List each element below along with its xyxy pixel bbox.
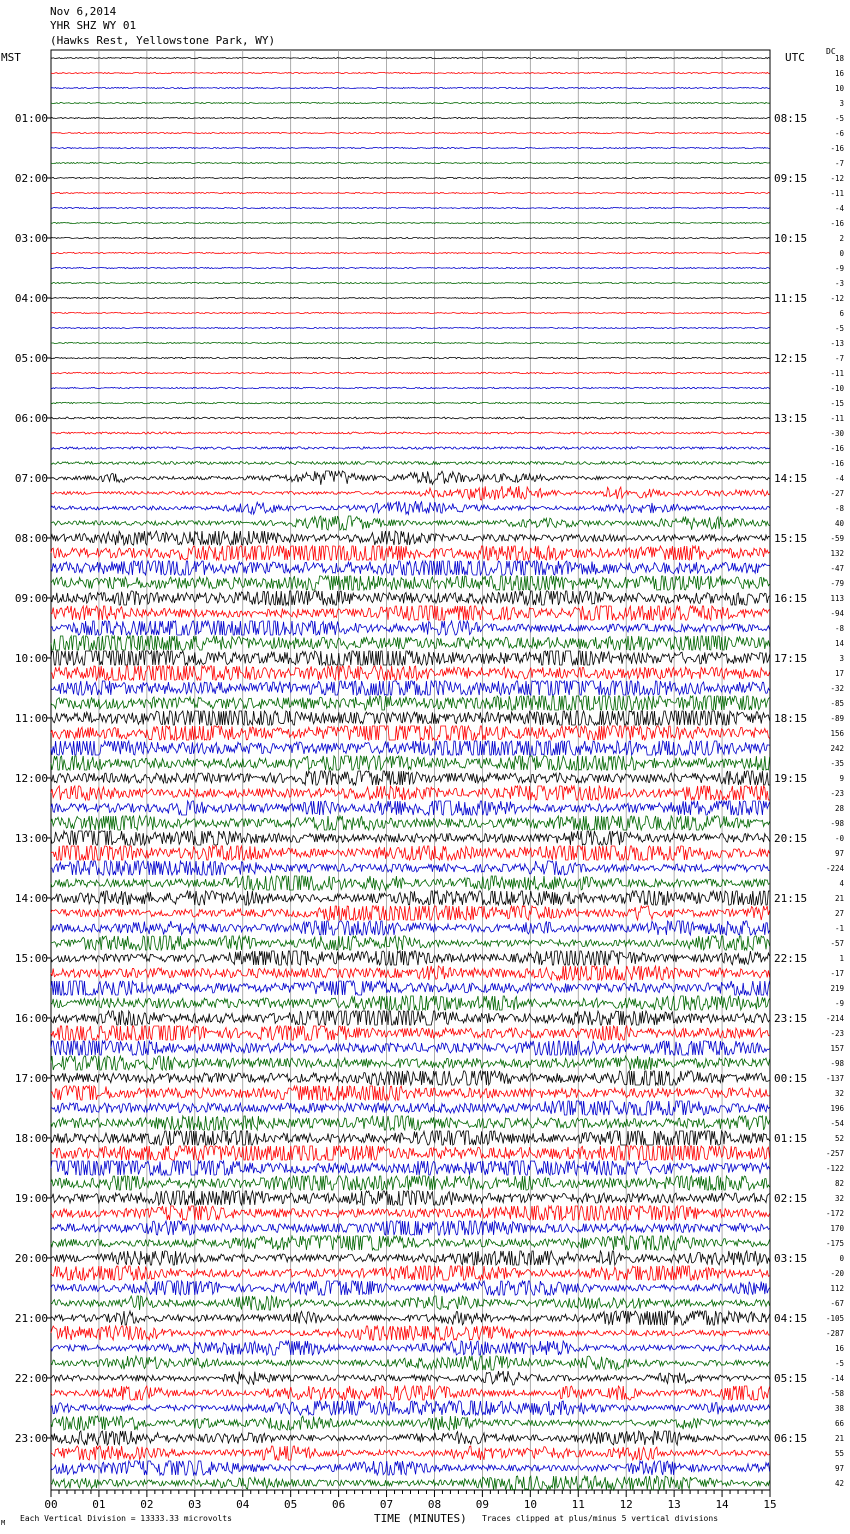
trace-line (51, 1341, 770, 1355)
x-tick-label: 10 (523, 1498, 537, 1511)
hour-label-mst: 18:00 (14, 1132, 48, 1145)
dc-offset-label: -5 (834, 1359, 844, 1368)
trace-line (51, 1476, 770, 1490)
trace-line (51, 1431, 770, 1445)
dc-offset-label: 17 (834, 669, 844, 678)
x-tick-label: 03 (188, 1498, 202, 1511)
dc-offset-label: 27 (834, 909, 844, 918)
hour-label-mst: 13:00 (14, 832, 48, 845)
dc-offset-label: -54 (830, 1119, 844, 1128)
dc-offset-label: -58 (830, 1389, 844, 1398)
dc-offset-label: 97 (834, 1464, 844, 1473)
dc-offset-label: 14 (834, 639, 844, 648)
dc-offset-label: -10 (830, 384, 844, 393)
dc-offset-label: 0 (839, 1254, 844, 1263)
trace-line (51, 132, 770, 133)
trace-line (51, 1251, 770, 1265)
dc-offset-label: 0 (839, 249, 844, 258)
trace-line (51, 1221, 770, 1235)
trace-line (51, 1296, 770, 1310)
trace-line (51, 1446, 770, 1460)
x-tick-label: 09 (475, 1498, 490, 1511)
dc-offset-label: 10 (834, 84, 844, 93)
left-timezone-label: MST (1, 51, 21, 64)
dc-offset-label: -4 (834, 204, 844, 213)
trace-line (51, 891, 770, 905)
dc-offset-label: -122 (825, 1164, 844, 1173)
trace-line (51, 1206, 770, 1220)
trace-line (51, 876, 770, 890)
dc-offset-label: -257 (825, 1149, 844, 1158)
trace-line (51, 681, 770, 695)
trace-line (51, 237, 770, 238)
dc-offset-label: 9 (839, 774, 844, 783)
hour-label-mst: 16:00 (14, 1012, 48, 1025)
dc-offset-label: -85 (830, 699, 844, 708)
dc-offset-label: -0 (834, 834, 844, 843)
trace-line (51, 372, 770, 373)
x-tick-label: 13 (667, 1498, 681, 1511)
trace-line (51, 696, 770, 710)
plot-frame (51, 50, 770, 1490)
dc-offset-label: -67 (830, 1299, 844, 1308)
hour-label-utc: 13:15 (774, 412, 808, 425)
trace-line (51, 1191, 770, 1205)
trace-line (51, 1416, 770, 1430)
dc-offset-label: -16 (830, 459, 844, 468)
dc-offset-label: 170 (830, 1224, 844, 1233)
trace-line (51, 162, 770, 163)
dc-offset-label: -5 (834, 324, 844, 333)
location-title: (Hawks Rest, Yellowstone Park, WY) (50, 34, 276, 47)
trace-line (51, 981, 770, 995)
trace-line (51, 1356, 770, 1370)
dc-offset-label: -98 (830, 1059, 844, 1068)
hour-label-utc: 04:15 (774, 1312, 808, 1325)
date-title: Nov 6,2014 (50, 5, 117, 18)
dc-offset-label: 242 (830, 744, 844, 753)
x-tick-label: 12 (619, 1498, 633, 1511)
trace-line (51, 222, 770, 223)
dc-offset-label: -3 (834, 279, 844, 288)
dc-offset-label: 52 (834, 1134, 844, 1143)
station-title: YHR SHZ WY 01 (50, 19, 137, 32)
hour-label-utc: 22:15 (774, 952, 808, 965)
dc-offset-label: 21 (834, 1434, 844, 1443)
dc-offset-label: 38 (834, 1404, 844, 1413)
x-tick-label: 11 (571, 1498, 585, 1511)
trace-line (51, 906, 770, 920)
hour-label-utc: 10:15 (774, 232, 808, 245)
dc-offset-label: -11 (830, 369, 844, 378)
dc-offset-label: -16 (830, 219, 844, 228)
trace-line (51, 177, 770, 178)
trace-line (51, 1401, 770, 1415)
trace-line (51, 516, 770, 530)
trace-line (51, 531, 770, 545)
x-tick-label: 06 (331, 1498, 346, 1511)
dc-offset-label: 28 (834, 804, 844, 813)
trace-line (51, 996, 770, 1010)
trace-line (51, 951, 770, 965)
trace-line (51, 921, 770, 935)
trace-line (51, 1386, 770, 1400)
footer-scale-note: Each Vertical Division = 13333.33 microvolts (20, 1514, 232, 1523)
hour-label-utc: 18:15 (774, 712, 808, 725)
dc-offset-label: 219 (830, 984, 844, 993)
trace-line (51, 606, 770, 620)
footer-clip-note: Traces clipped at plus/minus 5 vertical divisions (482, 1514, 719, 1523)
trace-line (51, 1176, 770, 1190)
dc-offset-label: 196 (830, 1104, 844, 1113)
trace-line (51, 831, 770, 845)
dc-offset-label: -172 (825, 1209, 844, 1218)
dc-offset-label: -59 (830, 534, 844, 543)
dc-offset-label: -89 (830, 714, 844, 723)
dc-offset-label: 32 (834, 1194, 844, 1203)
dc-offset-label: -27 (830, 489, 844, 498)
dc-offset-label: 21 (834, 894, 844, 903)
hour-label-mst: 08:00 (14, 532, 48, 545)
hour-label-mst: 23:00 (14, 1432, 48, 1445)
trace-line (51, 57, 770, 58)
trace-line (51, 801, 770, 815)
trace-line (51, 447, 770, 449)
trace-line (51, 471, 770, 485)
dc-offset-label: -105 (825, 1314, 844, 1323)
trace-line (51, 1116, 770, 1130)
trace-line (51, 486, 770, 500)
x-tick-label: 04 (236, 1498, 250, 1511)
trace-line (51, 72, 770, 73)
trace-line (51, 1236, 770, 1250)
hour-label-utc: 15:15 (774, 532, 808, 545)
trace-line (51, 1056, 770, 1070)
dc-offset-label: 32 (834, 1089, 844, 1098)
hour-label-utc: 09:15 (774, 172, 808, 185)
trace-line (51, 1086, 770, 1100)
dc-offset-label: -5 (834, 114, 844, 123)
trace-line (51, 117, 770, 118)
dc-offset-label: 6 (839, 309, 844, 318)
trace-line (51, 576, 770, 590)
hour-label-mst: 05:00 (14, 352, 48, 365)
hour-label-utc: 11:15 (774, 292, 808, 305)
dc-offset-label: -1 (834, 924, 844, 933)
hour-label-mst: 03:00 (14, 232, 48, 245)
dc-offset-label: -16 (830, 444, 844, 453)
trace-line (51, 1461, 770, 1475)
trace-line (51, 147, 770, 148)
trace-line (51, 417, 770, 419)
hour-label-mst: 02:00 (14, 172, 48, 185)
trace-line (51, 192, 770, 193)
trace-line (51, 207, 770, 208)
dc-offset-label: -137 (825, 1074, 844, 1083)
dc-offset-label: -17 (830, 969, 844, 978)
trace-line (51, 267, 770, 268)
trace-line (51, 771, 770, 785)
dc-offset-label: -32 (830, 684, 844, 693)
hour-label-utc: 06:15 (774, 1432, 808, 1445)
dc-offset-label: -94 (830, 609, 844, 618)
dc-offset-label: -7 (834, 354, 844, 363)
dc-offset-label: -47 (830, 564, 844, 573)
hour-label-mst: 11:00 (14, 712, 48, 725)
dc-offset-label: 156 (830, 729, 844, 738)
hour-label-utc: 00:15 (774, 1072, 808, 1085)
x-tick-label: 14 (715, 1498, 729, 1511)
trace-line (51, 327, 770, 328)
trace-line (51, 621, 770, 635)
dc-offset-label: -11 (830, 414, 844, 423)
trace-line (51, 861, 770, 875)
right-timezone-label: UTC (785, 51, 805, 64)
trace-line (51, 252, 770, 253)
trace-line (51, 342, 770, 343)
dc-offset-label: -9 (834, 999, 844, 1008)
trace-line (51, 966, 770, 980)
hour-label-utc: 21:15 (774, 892, 808, 905)
hour-label-utc: 05:15 (774, 1372, 808, 1385)
dc-offset-label: 132 (830, 549, 844, 558)
hour-label-mst: 09:00 (14, 592, 48, 605)
dc-offset-label: -35 (830, 759, 844, 768)
footer-mark: M (1, 1519, 6, 1527)
x-tick-label: 07 (379, 1498, 394, 1511)
hour-label-utc: 08:15 (774, 112, 808, 125)
trace-line (51, 312, 770, 313)
dc-offset-label: -224 (825, 864, 844, 873)
dc-offset-label: -23 (830, 1029, 844, 1038)
dc-offset-label: -175 (825, 1239, 844, 1248)
trace-line (51, 651, 770, 665)
dc-offset-label: 82 (834, 1179, 844, 1188)
trace-line (51, 1101, 770, 1115)
dc-offset-label: -9 (834, 264, 844, 273)
dc-offset-label: 3 (839, 99, 844, 108)
dc-offset-label: -11 (830, 189, 844, 198)
hour-label-mst: 22:00 (14, 1372, 48, 1385)
hour-label-mst: 07:00 (14, 472, 48, 485)
hour-label-utc: 20:15 (774, 832, 808, 845)
trace-line (51, 726, 770, 740)
trace-line (51, 756, 770, 770)
dc-offset-label: 16 (834, 69, 844, 78)
dc-offset-label: 4 (839, 879, 844, 888)
dc-offset-label: -4 (834, 474, 844, 483)
dc-offset-label: 2 (839, 234, 844, 243)
hour-label-utc: 19:15 (774, 772, 808, 785)
trace-line (51, 87, 770, 88)
trace-line (51, 1281, 770, 1295)
hour-label-utc: 16:15 (774, 592, 808, 605)
dc-offset-label: 18 (834, 54, 844, 63)
hour-label-utc: 02:15 (774, 1192, 808, 1205)
trace-line (51, 546, 770, 560)
trace-line (51, 432, 770, 434)
trace-line (51, 591, 770, 605)
dc-offset-label: -287 (825, 1329, 844, 1338)
hour-label-mst: 15:00 (14, 952, 48, 965)
trace-line (51, 666, 770, 680)
trace-line (51, 846, 770, 860)
trace-line (51, 462, 770, 465)
dc-column-label: DC (826, 47, 836, 56)
dc-offset-label: -23 (830, 789, 844, 798)
trace-line (51, 711, 770, 725)
dc-offset-label: -15 (830, 399, 844, 408)
hour-label-utc: 14:15 (774, 472, 808, 485)
dc-offset-label: -30 (830, 429, 844, 438)
x-tick-label: 08 (427, 1498, 442, 1511)
x-tick-label: 02 (140, 1498, 154, 1511)
hour-label-mst: 04:00 (14, 292, 48, 305)
dc-offset-label: -7 (834, 159, 844, 168)
trace-line (51, 357, 770, 358)
hour-label-mst: 12:00 (14, 772, 48, 785)
x-axis-label: TIME (MINUTES) (374, 1512, 467, 1525)
trace-line (51, 1071, 770, 1085)
dc-offset-label: 16 (834, 1344, 844, 1353)
hour-label-utc: 23:15 (774, 1012, 808, 1025)
trace-line (51, 402, 770, 403)
dc-offset-label: -57 (830, 939, 844, 948)
dc-offset-label: 97 (834, 849, 844, 858)
x-tick-label: 05 (284, 1498, 298, 1511)
dc-offset-label: 112 (830, 1284, 844, 1293)
trace-line (51, 786, 770, 800)
dc-offset-label: -214 (825, 1014, 844, 1023)
dc-offset-label: -6 (834, 129, 844, 138)
trace-line (51, 636, 770, 650)
hour-label-mst: 21:00 (14, 1312, 48, 1325)
trace-line (51, 1161, 770, 1175)
dc-offset-label: -12 (830, 174, 844, 183)
dc-offset-label: 1 (839, 954, 844, 963)
trace-line (51, 1326, 770, 1340)
dc-offset-label: 113 (830, 594, 844, 603)
trace-line (51, 1266, 770, 1280)
dc-offset-label: -79 (830, 579, 844, 588)
x-tick-label: 01 (92, 1498, 106, 1511)
trace-line (51, 102, 770, 103)
hour-label-utc: 01:15 (774, 1132, 808, 1145)
dc-offset-label: -8 (834, 504, 844, 513)
dc-offset-label: 3 (839, 654, 844, 663)
hour-label-mst: 01:00 (14, 112, 48, 125)
trace-line (51, 501, 770, 514)
trace-line (51, 936, 770, 950)
x-tick-label: 15 (763, 1498, 777, 1511)
dc-offset-label: -14 (830, 1374, 844, 1383)
trace-line (51, 561, 770, 575)
dc-offset-label: -12 (830, 294, 844, 303)
hour-label-mst: 17:00 (14, 1072, 48, 1085)
dc-offset-label: -98 (830, 819, 844, 828)
trace-line (51, 1026, 770, 1040)
dc-offset-label: 66 (834, 1419, 844, 1428)
dc-offset-label: 40 (834, 519, 844, 528)
trace-line (51, 1311, 770, 1325)
trace-line (51, 816, 770, 830)
trace-line (51, 741, 770, 755)
trace-line (51, 387, 770, 388)
hour-label-utc: 17:15 (774, 652, 808, 665)
trace-line (51, 1131, 770, 1145)
dc-offset-label: -8 (834, 624, 844, 633)
trace-line (51, 1041, 770, 1055)
trace-line (51, 1371, 770, 1385)
dc-offset-label: 55 (834, 1449, 844, 1458)
hour-label-mst: 19:00 (14, 1192, 48, 1205)
hour-label-mst: 20:00 (14, 1252, 48, 1265)
dc-offset-label: -16 (830, 144, 844, 153)
trace-line (51, 297, 770, 298)
dc-offset-label: 42 (834, 1479, 844, 1488)
dc-offset-label: -13 (830, 339, 844, 348)
trace-line (51, 1011, 770, 1025)
trace-line (51, 1146, 770, 1160)
hour-label-mst: 10:00 (14, 652, 48, 665)
hour-label-mst: 14:00 (14, 892, 48, 905)
hour-label-utc: 12:15 (774, 352, 808, 365)
trace-line (51, 282, 770, 283)
x-tick-label: 00 (44, 1498, 58, 1511)
hour-label-mst: 06:00 (14, 412, 48, 425)
hour-label-utc: 03:15 (774, 1252, 808, 1265)
dc-offset-label: 157 (830, 1044, 844, 1053)
dc-offset-label: -20 (830, 1269, 844, 1278)
